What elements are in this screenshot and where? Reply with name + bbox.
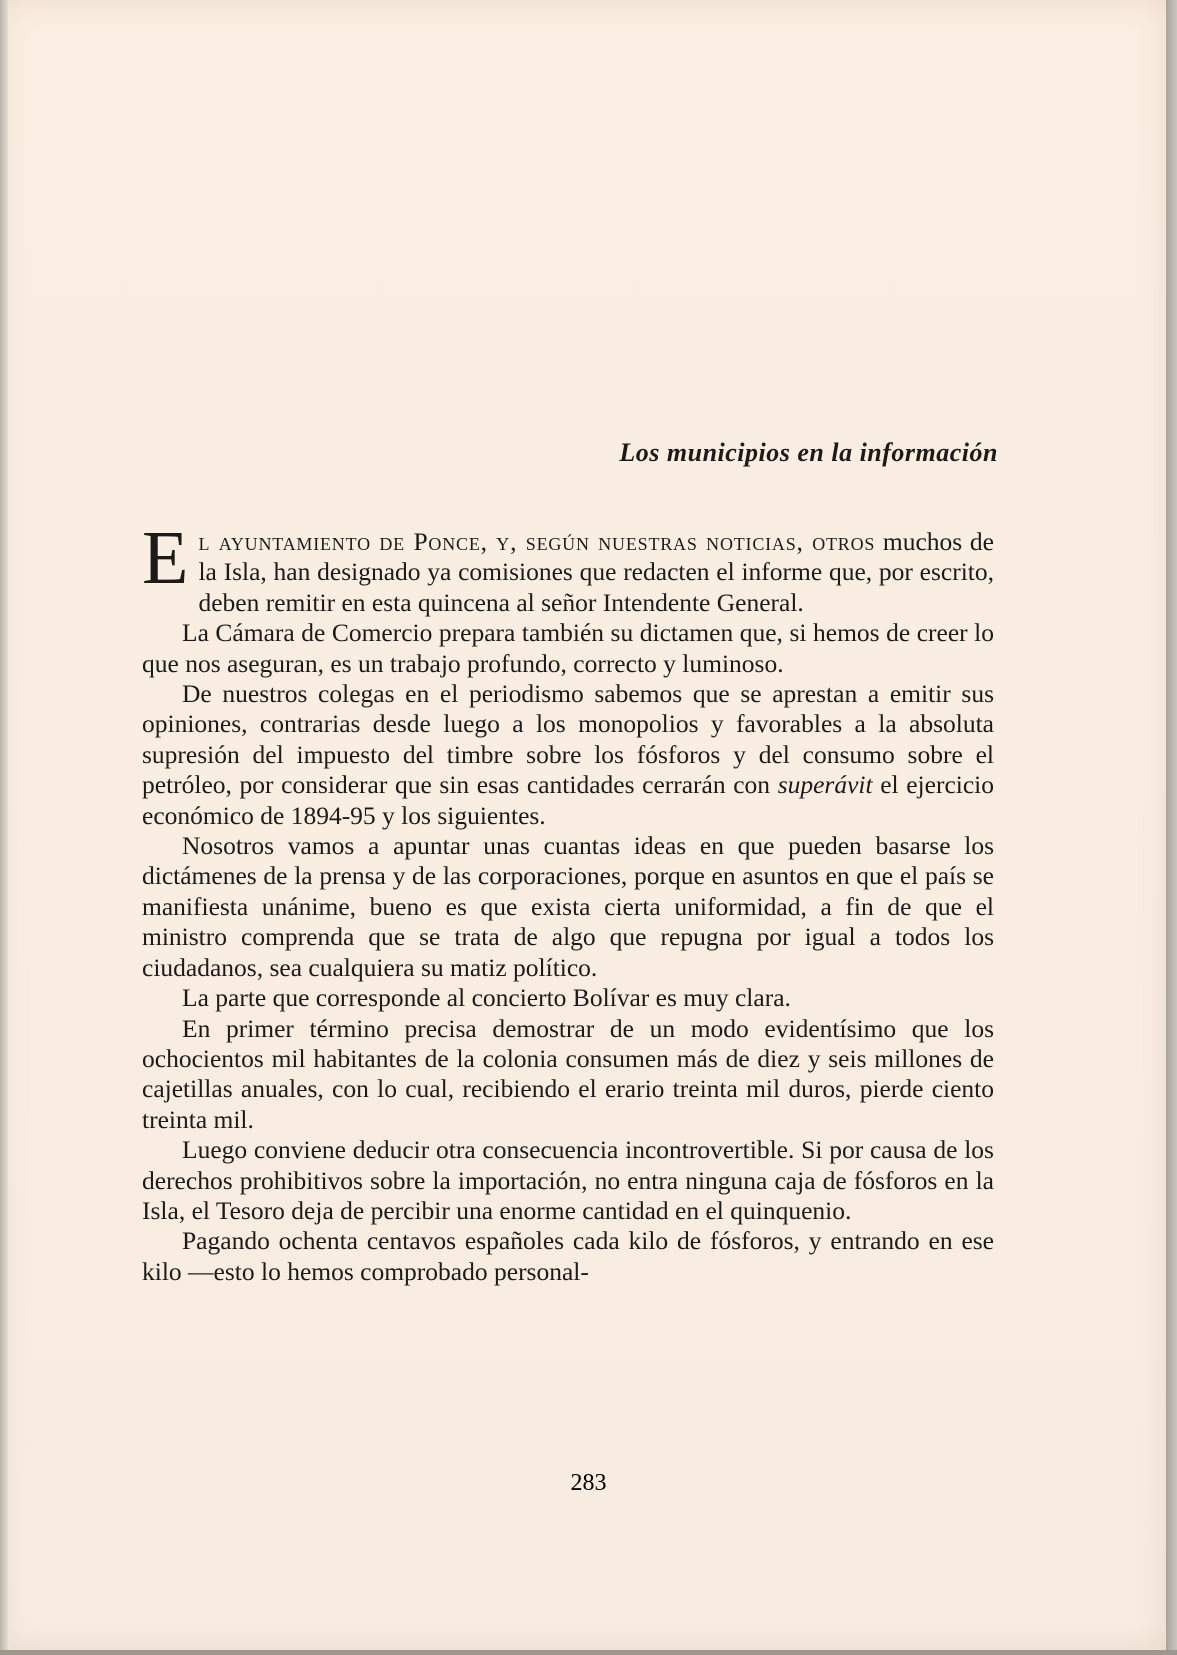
page-left-edge-shadow xyxy=(0,0,8,1650)
page-number: 283 xyxy=(570,1470,607,1496)
paragraph-5: La parte que corresponde al concierto Bolívar es muy clara. xyxy=(182,983,791,1013)
article-body xyxy=(142,516,995,1287)
paragraph-3-text-b: el ejercicio económico de 1894-95 y los siguientes. xyxy=(142,770,995,830)
paragraph-3-text-a: De nuestros colegas en el periodismo sabemos que se aprestan a emitir sus opiniones, contrarias desde luego a los monopolios y favorables a la absoluta supresión del impuesto del timbre sobre los fósforos y del consumo sobre el petróleo, por considerar que sin esas cantidades cerrarán con xyxy=(142,679,994,800)
paragraph-4: Nosotros vamos a apuntar unas cuantas ideas en que pueden basarse los dictámenes de la prensa y de las corporaciones, porque en asuntos en que el país se manifiesta unánime, bueno es que exista cierta uniformidad, a fin de que el ministro comprenda que se trata de algo que repugna por igual a todos los ciudadanos, sea cualquiera su matiz político. xyxy=(142,831,994,982)
italic-term: superávit xyxy=(777,770,873,800)
opening-small-caps: l ayuntamiento de Ponce, y, según nuestras noticias, otros xyxy=(198,527,876,556)
scan-bottom-margin xyxy=(0,1650,1177,1655)
paragraph-8: Pagando ochenta centavos españoles cada kilo de fósforos, y entrando en ese kilo —esto lo hemos comprobado personal- xyxy=(142,1226,994,1286)
paragraph-7: Luego conviene deducir otra consecuencia incontrovertible. Si por causa de los derechos prohibitivos sobre la importación, no entra ninguna caja de fósforos en la Isla, el Tesoro deja de percibir una enorme cantidad en el quinquenio. xyxy=(142,1135,994,1225)
paragraph-6: En primer término precisa demostrar de un modo evidentísimo que los ochocientos mil habitantes de la colonia consumen más de diez y seis millones de cajetillas anuales, con lo cual, recibiendo el erario treinta mil duros, pierde ciento treinta mil. xyxy=(142,1013,994,1134)
paragraph-1-text: muchos de la Isla, han designado ya comisiones que redacten el informe que, por escrito, deben remitir en esta quincena al señor Intendente General. xyxy=(198,527,994,617)
drop-cap: E xyxy=(142,516,189,600)
paragraph-1 xyxy=(142,516,994,618)
scan-right-margin xyxy=(1166,0,1177,1655)
section-title: Los municipios en la información xyxy=(619,438,998,467)
paragraph-3 xyxy=(142,679,994,831)
paragraph-2: La Cámara de Comercio prepara también su dictamen que, si hemos de creer lo que nos aseguran, es un trabajo profundo, correcto y luminoso. xyxy=(142,618,994,678)
